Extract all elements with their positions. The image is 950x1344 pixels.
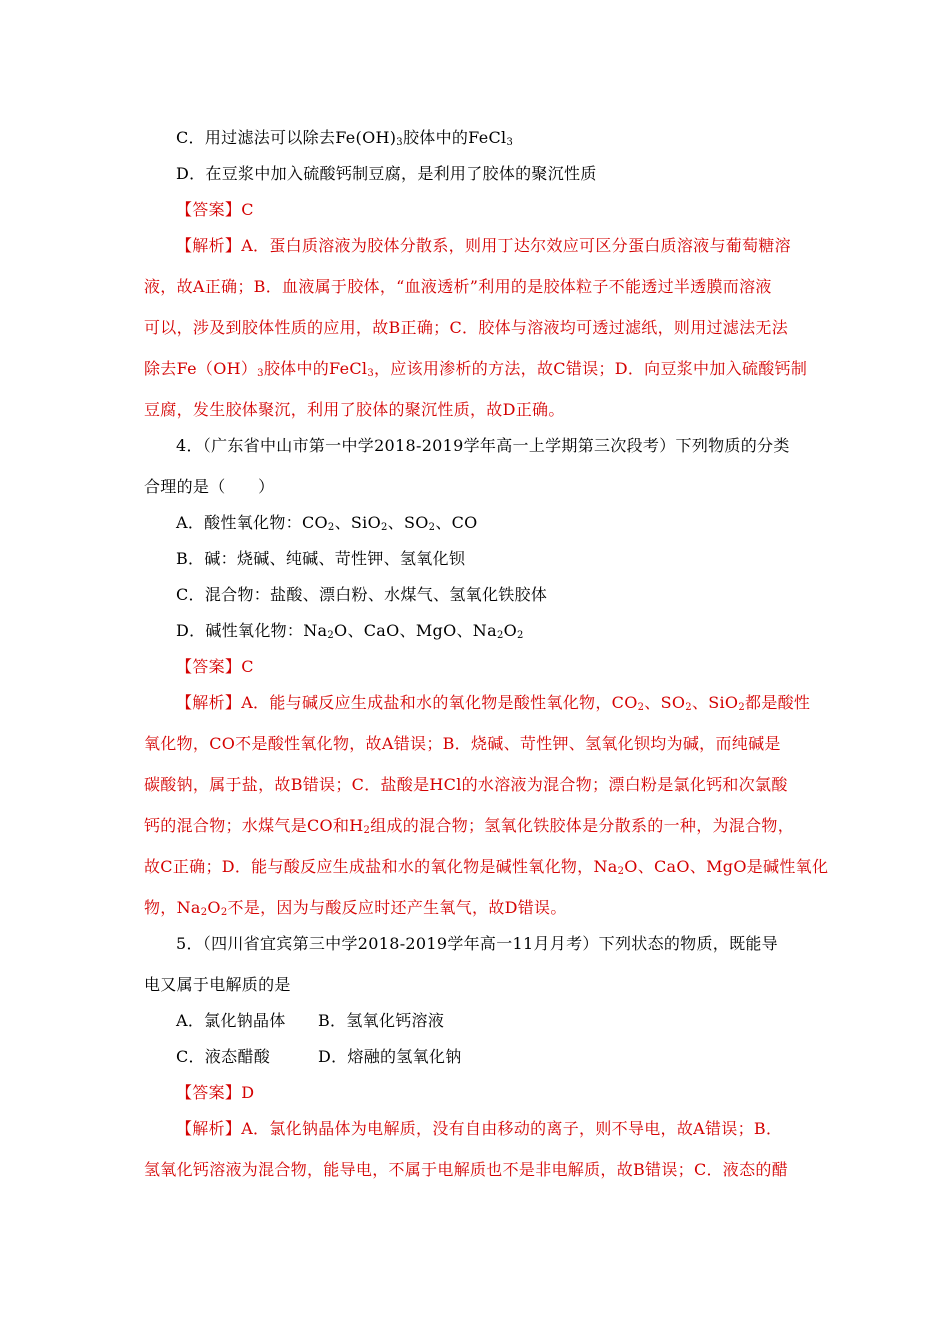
q5-option-c: C．液态醋酸 [176, 1047, 271, 1066]
q4-option-a: A．酸性氧化物：$CO_2$、SiO$_2$、$SO_2$、CO [176, 513, 478, 533]
q4-option-d: D．碱性氧化物：$Na_2O$、CaO、MgO、$Na_2O_2$ [176, 621, 524, 641]
q4-explanation-line: 物，$Na_2O_2$不是，因为与酸反应时还产生氧气，故D错误。 [144, 898, 567, 918]
q3-option-d: D．在豆浆中加入硫酸钙制豆腐，是利用了胶体的聚沉性质 [176, 164, 597, 183]
q5-option-a: A．氯化钠晶体 [176, 1011, 286, 1030]
q4-stem-continued: 合理的是（ ） [144, 477, 275, 496]
q5-answer: 【答案】D [176, 1083, 255, 1102]
q4-stem: 4．（广东省中山市第一中学2018-2019学年高一上学期第三次段考）下列物质的分类 [176, 436, 790, 455]
q3-explanation-line: 【解析】A．蛋白质溶液为胶体分散系，则用丁达尔效应可区分蛋白质溶液与葡萄糖溶 [176, 236, 791, 255]
q4-option-b: B．碱：烧碱、纯碱、苛性钾、氢氧化钡 [176, 549, 466, 568]
q3-explanation-line: 除去$Fe(OH)_3$胶体中的FeCl$_3$，应该用渗析的方法，故C错误；D．向豆浆中加入硫酸钙制 [144, 359, 808, 379]
q5-explanation-line: 氢氧化钙溶液为混合物，能导电，不属于电解质也不是非电解质，故B错误；C．液态的醋 [144, 1160, 789, 1179]
q5-stem: 5．（四川省宜宾第三中学2018-2019学年高一11月月考）下列状态的物质，既能导 [176, 934, 778, 953]
q5-option-d: D．熔融的氢氧化钠 [318, 1047, 462, 1066]
q4-explanation-line: 【解析】A．能与碱反应生成盐和水的氧化物是酸性氧化物，$CO_2$、$SO_2$、SiO$_2$都是酸性 [176, 693, 811, 713]
q4-explanation-line: 碳酸钠，属于盐，故B错误；C．盐酸是HCl的水溶液为混合物；漂白粉是氯化钙和次氯酸 [144, 775, 788, 794]
q3-explanation-line: 豆腐，发生胶体聚沉，利用了胶体的聚沉性质，故D正确。 [144, 400, 565, 419]
q4-option-c: C．混合物：盐酸、漂白粉、水煤气、氢氧化铁胶体 [176, 585, 548, 604]
q4-answer: 【答案】C [176, 657, 254, 676]
q3-option-c: C．用过滤法可以除去$Fe(OH)_3$胶体中的FeCl$_3$ [176, 128, 514, 148]
q4-explanation-line: 钙的混合物；水煤气是CO和$H_2$组成的混合物；氢氧化铁胶体是分散系的一种，为混合物， [144, 816, 794, 836]
q5-explanation-line: 【解析】A．氯化钠晶体为电解质，没有自由移动的离子，则不导电，故A错误；B． [176, 1119, 783, 1138]
q5-option-b: B．氢氧化钙溶液 [318, 1011, 445, 1030]
q4-explanation-line: 故C正确；D．能与酸反应生成盐和水的氧化物是碱性氧化物，$Na_2O$、CaO、MgO是碱性氧化 [144, 857, 829, 877]
q3-explanation-line: 可以，涉及到胶体性质的应用，故B正确；C．胶体与溶液均可透过滤纸，则用过滤法无法 [144, 318, 789, 337]
q3-explanation-line: 液，故A正确；B．血液属于胶体，“血液透析”利用的是胶体粒子不能透过半透膜而溶液 [144, 277, 772, 296]
q3-answer: 【答案】C [176, 200, 254, 219]
q4-explanation-line: 氧化物，CO不是酸性氧化物，故A错误；B．烧碱、苛性钾、氢氧化钡均为碱，而纯碱是 [144, 734, 781, 753]
q5-stem-continued: 电又属于电解质的是 [144, 975, 291, 994]
q5-options-row [176, 1045, 462, 1069]
q5-options-row [176, 1009, 444, 1033]
